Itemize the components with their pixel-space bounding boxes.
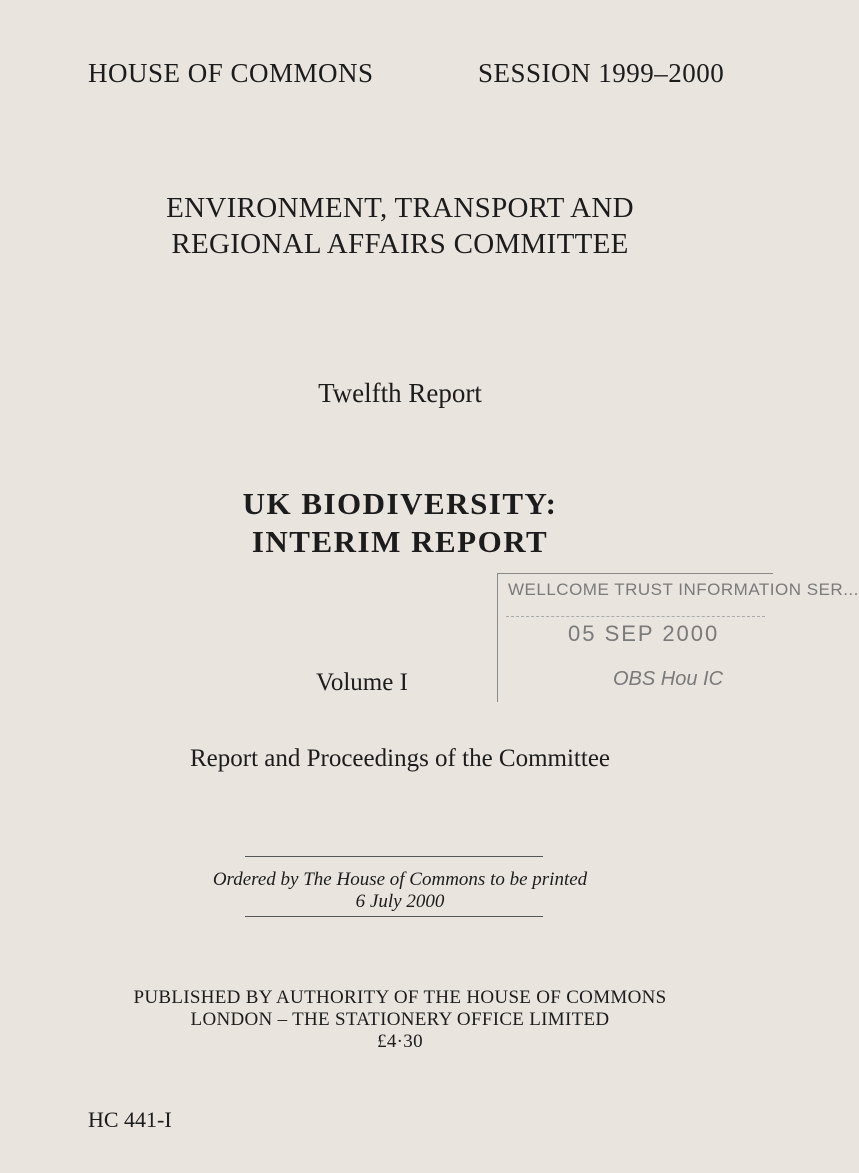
bottom-rule [245,916,543,917]
report-number: Twelfth Report [318,378,482,408]
publisher-block [0,987,800,1053]
session-header: SESSION 1999–2000 [478,58,725,88]
top-rule [245,856,543,857]
document-number: HC 441-I [88,1107,172,1132]
stamp-classmark: OBS Hou IC [613,668,724,690]
publisher-line-1: PUBLISHED BY AUTHORITY OF THE HOUSE OF COMMONS [133,987,667,1008]
committee-name [0,190,800,262]
title-line-2: INTERIM REPORT [251,524,549,559]
title-line-1: UK BIODIVERSITY: [242,486,558,521]
volume-label: Volume I [316,669,408,696]
stamp-date: 05 SEP 2000 [568,621,720,646]
publisher-line-2: LONDON – THE STATIONERY OFFICE LIMITED [190,1009,610,1030]
ordered-date: 6 July 2000 [355,891,445,912]
price: £4·30 [377,1031,423,1052]
stamp-organisation: WELLCOME TRUST INFORMATION SER... [508,580,859,599]
report-title [0,485,800,561]
house-header: HOUSE OF COMMONS [88,58,374,88]
committee-line-2: REGIONAL AFFAIRS COMMITTEE [171,228,629,260]
committee-line-1: ENVIRONMENT, TRANSPORT AND [166,192,634,224]
report-subtitle: Report and Proceedings of the Committee [189,745,611,772]
ordered-line-1: Ordered by The House of Commons to be printed [212,869,588,890]
library-stamp [497,573,859,702]
stamp-divider [506,616,765,617]
ordered-notice [0,869,800,913]
